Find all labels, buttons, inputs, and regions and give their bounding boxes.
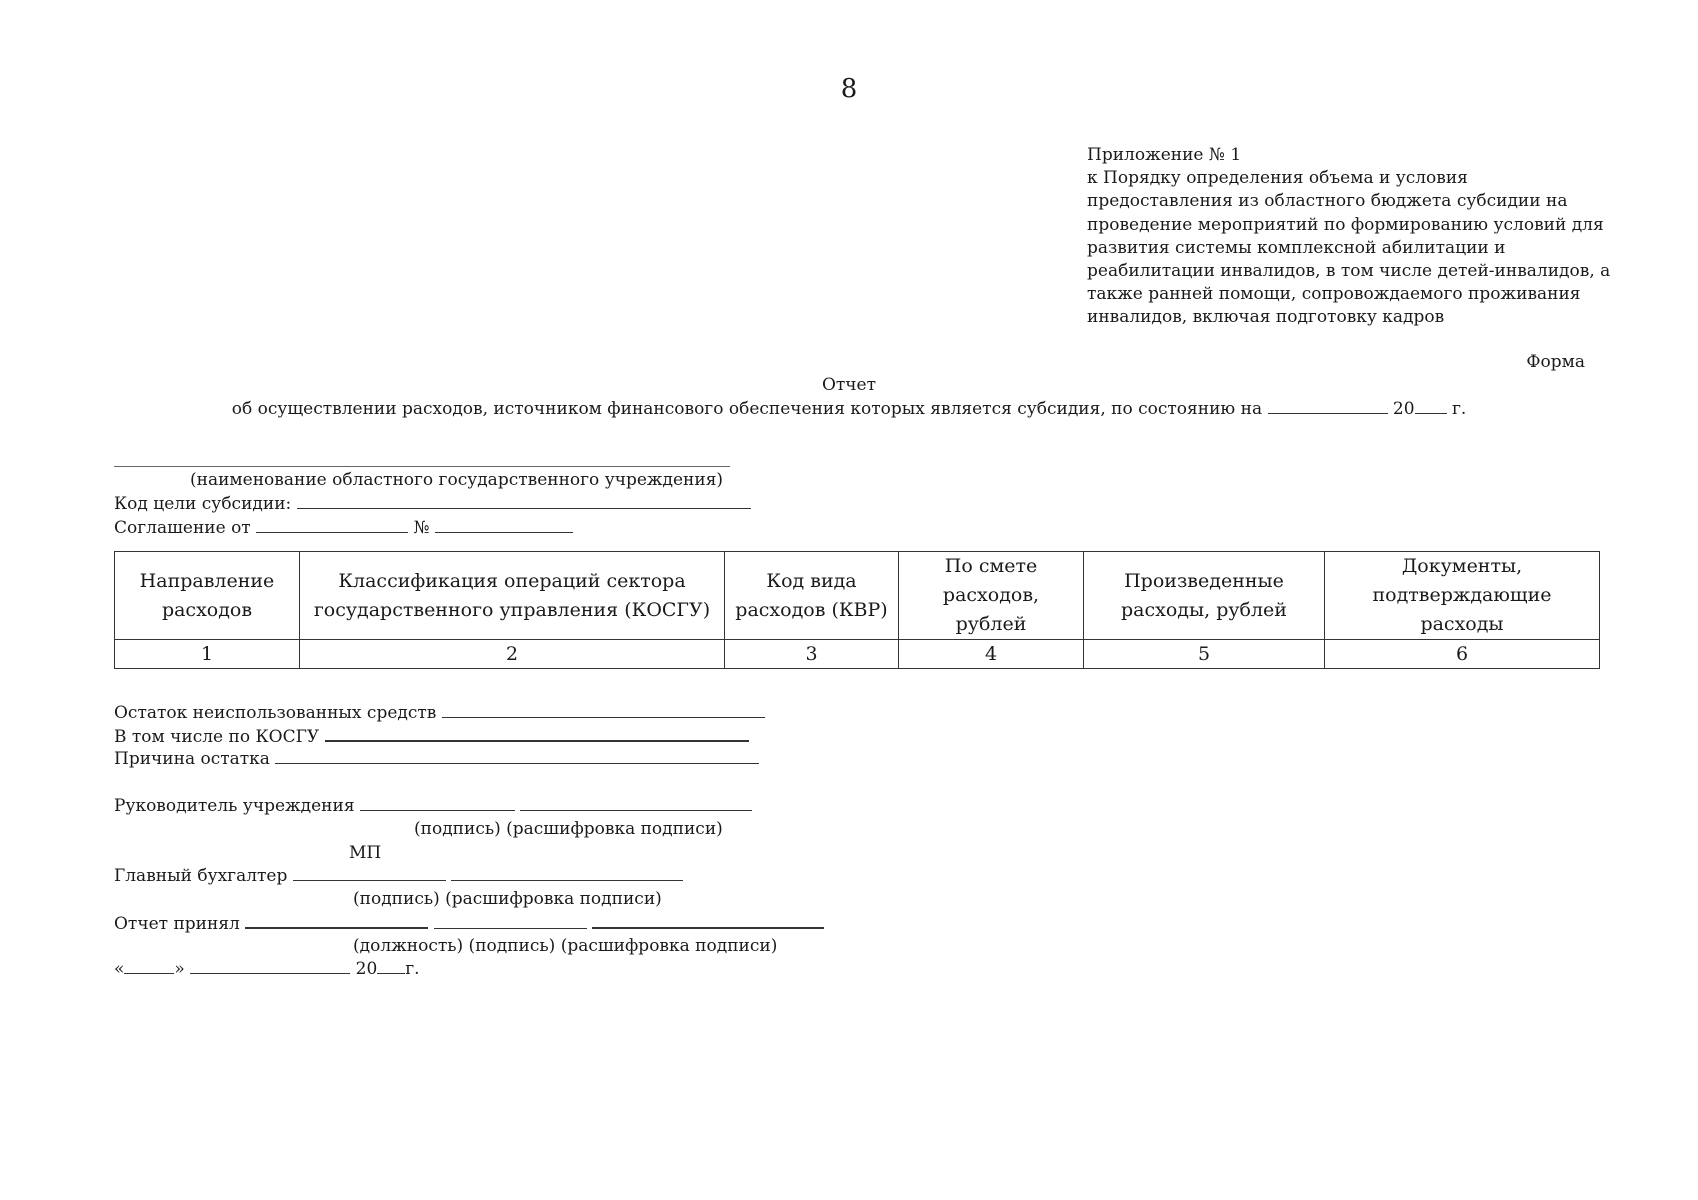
appendix-line: инвалидов, включая подготовку кадров: [1087, 307, 1445, 328]
appendix-line: проведение мероприятий по формированию условий для: [1087, 214, 1604, 235]
date-row: [114, 959, 420, 979]
header-estimate: По смете расходов, рублей: [899, 552, 1084, 640]
unused-funds-row: [114, 703, 765, 723]
head-signature-field[interactable]: [360, 796, 515, 811]
page-number: 8: [840, 74, 858, 104]
accepted-caption: (должность) (подпись) (расшифровка подписи): [353, 936, 778, 956]
appendix-line: также ранней помощи, сопровождаемого проживания: [1087, 284, 1581, 305]
column-number: 6: [1325, 640, 1600, 669]
report-date-field[interactable]: [1268, 399, 1388, 414]
table-row: [115, 640, 1600, 669]
column-number: 3: [725, 640, 899, 669]
head-name-field[interactable]: [520, 796, 752, 811]
subsidy-code-row: [114, 494, 751, 514]
appendix-line: развития системы комплексной абилитации и: [1087, 237, 1506, 258]
appendix-line: Приложение № 1: [1087, 145, 1242, 165]
column-number: 1: [115, 640, 300, 669]
expenses-table: [114, 551, 1600, 669]
header-kosgu: Классификация операций сектора государственного управления (КОСГУ): [300, 552, 725, 640]
accountant-signature-field[interactable]: [293, 866, 446, 881]
date-close-quote: »: [174, 959, 185, 979]
accountant-name-field[interactable]: [451, 866, 683, 881]
stamp-label: МП: [349, 843, 382, 863]
subsidy-code-label: Код цели субсидии:: [114, 494, 292, 514]
appendix-line: к Порядку определения объема и условия: [1087, 168, 1468, 189]
accountant-signature-row: [114, 866, 683, 886]
head-signature-row: [114, 796, 752, 816]
date-year-field[interactable]: [377, 959, 405, 974]
header-expenses-made: Произведенные расходы, рублей: [1084, 552, 1325, 640]
date-year-prefix: 20: [355, 959, 378, 979]
agreement-number-field[interactable]: [435, 518, 573, 533]
report-subtitle: [0, 399, 1698, 419]
kosgu-remainder-label: В том числе по КОСГУ: [114, 727, 320, 747]
column-number: 4: [899, 640, 1084, 669]
report-title: Отчет: [821, 375, 877, 395]
report-year-suffix: г.: [1451, 399, 1467, 419]
appendix-line: реабилитации инвалидов, в том числе детей-инвалидов, а: [1087, 261, 1611, 282]
report-subtitle-text: об осуществлении расходов, источником финансового обеспечения которых является субсидия, по состоянию на: [231, 399, 1263, 419]
agreement-label: Соглашение от: [114, 518, 251, 538]
accepted-label: Отчет принял: [114, 914, 240, 934]
head-caption: (подпись) (расшифровка подписи): [414, 819, 723, 839]
accountant-label: Главный бухгалтер: [114, 866, 288, 886]
date-month-field[interactable]: [190, 959, 350, 974]
kosgu-remainder-row: [114, 726, 749, 747]
column-number: 5: [1084, 640, 1325, 669]
agreement-row: [114, 518, 573, 538]
accepted-row: [114, 913, 824, 934]
report-year-prefix: 20: [1392, 399, 1415, 419]
remainder-reason-row: [114, 749, 759, 769]
report-year-field[interactable]: [1415, 399, 1447, 414]
date-day-field[interactable]: [124, 959, 174, 974]
agreement-date-field[interactable]: [256, 518, 408, 533]
remainder-reason-field[interactable]: [275, 749, 759, 764]
kosgu-remainder-field[interactable]: [325, 726, 749, 742]
header-kvr: Код вида расходов (КВР): [725, 552, 899, 640]
unused-funds-label: Остаток неиспользованных средств: [114, 703, 437, 723]
column-number: 2: [300, 640, 725, 669]
institution-name-field[interactable]: [114, 466, 730, 467]
unused-funds-field[interactable]: [442, 703, 765, 718]
form-label: Форма: [1526, 352, 1585, 372]
date-suffix: г.: [405, 959, 420, 979]
remainder-reason-label: Причина остатка: [114, 749, 270, 769]
institution-caption: (наименование областного государственного учреждения): [190, 470, 724, 490]
accountant-caption: (подпись) (расшифровка подписи): [353, 889, 662, 909]
accepted-name-field[interactable]: [592, 913, 824, 929]
date-open-quote: «: [114, 959, 125, 979]
head-label: Руководитель учреждения: [114, 796, 355, 816]
appendix-line: предоставления из областного бюджета субсидии на: [1087, 191, 1568, 212]
subsidy-code-field[interactable]: [297, 494, 751, 509]
accepted-signature-field[interactable]: [434, 914, 587, 929]
header-documents: Документы, подтверждающие расходы: [1325, 552, 1600, 640]
accepted-position-field[interactable]: [245, 913, 428, 929]
appendix-note: [1087, 144, 1647, 330]
header-expense-direction: Направление расходов: [115, 552, 300, 640]
table-header-row: [115, 552, 1600, 640]
agreement-number-label: №: [413, 518, 430, 538]
